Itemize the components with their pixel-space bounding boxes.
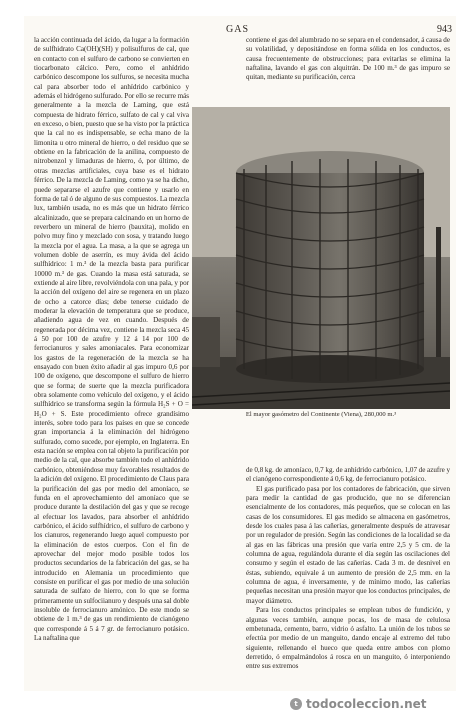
right-paragraph: de 0,8 kg. de amoníaco, 0,7 kg. de anhídrido carbónico, 1,07 de azufre y el cianógeno correspondiente á 0,6 kg. de ferrocianuro potásico.: [246, 466, 450, 484]
gasometer-photo: [192, 107, 450, 409]
book-page: [24, 16, 456, 691]
left-paragraph: la acción continuada del ácido, da lugar a la formación de sulfhidrato Ca(OH)(SH) y polisulfuros de cal, que en contacto con el sulfuro de carbono se convierten en tiocarbonato cálcico. Pero, como el anhídrido carbónico descompone los sulfuros, se necesita mucha cal para absorber todo el anhídrido carbónico y además el hidrógeno sulfurado. Por ello se recurre más generalmente a la mezcla de Laming, que está compuesta de hidrato férrico, sulfato de cal y cal viva en exceso, o bien, puesto que se ha visto por la práctica que la cal no es indispensable, se echa mano de la limonita u otro mineral de hierro, o del residuo que se obtiene en la fabricación de la anilina, compuesto de nitrobenzol y limaduras de hierro, ó, por último, de otras mezclas artificiales, cuya base es el hidrato férrico. De la mezcla de Laming, como ya se ha dicho, puede separarse el azufre que contiene y usarlo en forma de tal ó de alguno de sus compuestos. La mezcla lux, también usada, no es más que un hidrato férrico alcalinizado, que se prepara calcinando en un horno de reverbero un mineral de hierro (bauxita), molido en polvo muy fino y mezclado con sosa, y tratando luego la mezcla por el agua. La masa, a la que se agrega un volumen doble de aserrín, es muy ávida del ácido sulfhídrico: 1 m.³ de la mezcla basta para purificar 10000 m.³ de gas. Cuando la masa está saturada, se extiende al aire libre, revolviéndola con una pala, y por la acción del oxígeno del aire se regenera en un plazo de ocho a catorce días; debe tenerse cuidado de moderar la elevación de temperatura que se produce, añadiendo agua de vez en cuando. Después de regenerada por décima vez, contiene la mezcla seca 45 á 50 por 100 de azufre y 12 á 14 por 100 de ferrocianuros y sales amoniacales. Para economizar los gastos de la regeneración de la mezcla se ha ensayado con buen éxito añadir al gas impuro 0,6 por 100 de oxígeno, que descompone el sulfuro de hierro que se forma; de suerte que la mezcla purificadora obra solamente como vehículo del oxígeno, y el ácido sulfhídrico se transforma según la fórmula H₂S + O = H₂O + S. Este procedimiento ofrece grandísimo interés, sobre todo para los países en que se concede gran importancia á la eliminación del hidrógeno sulfurado, como sucede, por ejemplo, en Inglaterra. En esta nación se emplea con tal objeto la purificación por medio de la cal, que absorbe también todo el anhídrido carbónico, obteniéndose muy favorables resultados de la adición del oxígeno. El procedimiento de Claus para la purificación del gas por medio del amoníaco, se funda en el aprovechamiento del amoníaco que se produce durante la destilación del gas y que se recoge al efectuar los lavados, para absorber el anhídrido carbónico, el ácido sulfhídrico, el sulfuro de carbono y los cianuros, regenerando luego aquel compuesto por la eliminación de estos cuerpos. Con el fin de aprovechar del mejor modo posible todos los productos secundarios de la fabricación del gas, se ha introducido en Alemania un procedimiento que consiste en purificar el gas por medio de una solución saturada de sulfato de hierro, con lo que se forma primeramente un sulfociianuro y después una sal doble insoluble de ferrocianuro amónico. De este modo se obtiene de 1 m.³ de gas un rendimiento de cianógeno que corresponde á 5 á 7 gr. de ferrocianuro potásico. La naftalina que: [34, 36, 189, 642]
right-column-bottom: [246, 466, 450, 686]
right-paragraph: El gas purificado pasa por los contadores de fabricación, que sirven para medir la cantidad de gas producido, que no se diferencian esencialmente de los contadores, más pequeños, que se colocan en las casas de los consumidores. El gas medido se almacena en gasómetros, desde los cuales pasa á las cañerías, generalmente después de atravesar por un regulador de presión. Según las condiciones de la localidad se da al gas en las fábricas una presión que varía entre 2,5 y 5 cm. de la columna de agua, regulándola durante el día según las oscilaciones del consumo y según el estado de las cañerías. Cada 3 m. de desnivel en éstas, subiendo, equivale á un aumento de presión de 2,5 mm. en la columna de agua, é inversamente, y de mínimo modo, las cañerías pequeñas necesitan una presión mayor que los conductos principales, de mayor diámetro.: [246, 484, 450, 605]
running-title: GAS: [226, 24, 250, 35]
page-number: 943: [437, 24, 452, 35]
figure-caption: El mayor gasómetro del Continente (Viena), 280,000 m.³: [245, 411, 397, 418]
gasometer-illustration: [192, 107, 450, 409]
left-column: [34, 36, 189, 686]
right-paragraph: Para los conductos principales se emplean tubos de fundición, y algunas veces también, aunque pocas, los de masa de celulosa embetunada, cemento, barro, vidrio ó asfalto. La unión de los tubos se efectúa por medio de un manguito, dando encaje al extremo del tubo siguiente, rellenando el hueco que queda entre ambos con plomo derretido, ó empalmándolos á rosca en un manguito, ó interponiendo entre sus extremos: [246, 606, 450, 671]
right-column-top: [246, 36, 450, 104]
watermark: [290, 697, 427, 711]
todocoleccion-icon: t: [290, 698, 302, 710]
watermark-text: todocoleccion.net: [306, 697, 427, 711]
right-top-paragraph: contiene el gas del alumbrado no se separa en el condensador, á causa de su volatilidad, y depositándose en forma sólida en los conductos, es causa frecuentemente de obstrucciones; para evitarlas se elimina la naftalina, lavando el gas con alquitrán. De 100 m.³ de gas impuro se quitan, mediante su purificación, cerca: [246, 36, 450, 82]
